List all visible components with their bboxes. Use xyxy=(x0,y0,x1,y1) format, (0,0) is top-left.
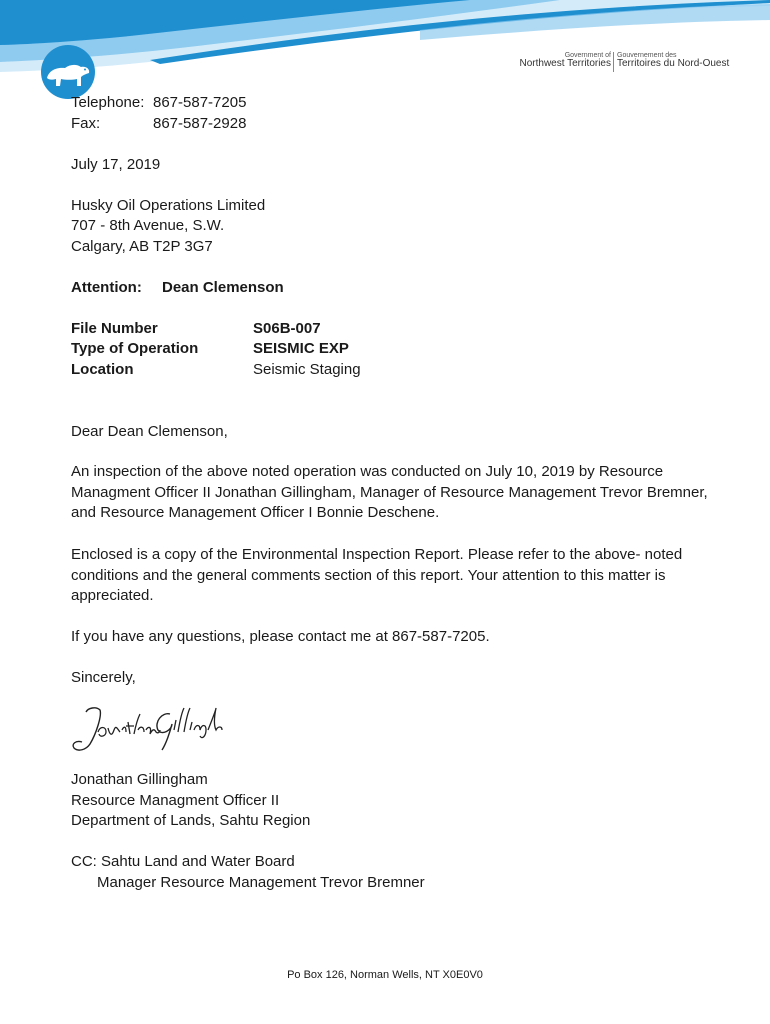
footer-address: Po Box 126, Norman Wells, NT X0E0V0 xyxy=(287,969,483,981)
attention-label: Attention: xyxy=(71,279,142,296)
fax-value: 867-587-2928 xyxy=(153,115,247,132)
body-paragraph-3: If you have any questions, please contact me at 867-587-7205. xyxy=(71,628,490,645)
recipient-company: Husky Oil Operations Limited xyxy=(71,197,266,214)
location-label: Location xyxy=(71,361,134,378)
fax-label: Fax: xyxy=(71,115,101,132)
salutation: Dear Dean Clemenson, xyxy=(71,423,228,440)
government-name-en: Government of Northwest Territories xyxy=(519,52,611,70)
location-value: Seismic Staging xyxy=(253,361,361,378)
file-number-label: File Number xyxy=(71,320,158,337)
handwritten-signature xyxy=(66,700,226,760)
file-number-value: S06B-007 xyxy=(253,320,321,337)
body-paragraph-2: Enclosed is a copy of the Environmental Inspection Report. Please refer to the above- noted conditions and the general comments section of this report. Your attention to this matter is appreciated. xyxy=(71,546,683,604)
telephone-label: Telephone: xyxy=(71,94,145,111)
telephone-value: 867-587-7205 xyxy=(153,94,247,111)
closing: Sincerely, xyxy=(71,669,136,686)
letter-date: July 17, 2019 xyxy=(71,156,161,173)
polar-bear-logo xyxy=(37,42,99,100)
recipient-address-line2: Calgary, AB T2P 3G7 xyxy=(71,238,213,255)
attention-name: Dean Clemenson xyxy=(162,279,284,296)
operation-type-value: SEISMIC EXP xyxy=(253,340,349,357)
cc-line-1: CC: Sahtu Land and Water Board xyxy=(71,853,295,870)
government-name-fr: Gouvernement des Territoires du Nord-Ouest xyxy=(617,52,730,70)
header-banner xyxy=(0,0,770,95)
body-paragraph-1: An inspection of the above noted operation was conducted on July 10, 2019 by Resource Managment Officer II Jonathan Gillingham, Manager of Resource Management Trevor Bremner, and Resource Management Officer I Bonnie Deschene. xyxy=(71,463,708,521)
header-divider xyxy=(613,52,614,72)
signer-name: Jonathan Gillingham xyxy=(71,771,208,788)
signer-title: Resource Managment Officer II xyxy=(71,792,280,809)
cc-line-2: Manager Resource Management Trevor Bremner xyxy=(97,874,425,891)
signer-department: Department of Lands, Sahtu Region xyxy=(71,812,311,829)
recipient-address-line1: 707 - 8th Avenue, S.W. xyxy=(71,217,225,234)
operation-type-label: Type of Operation xyxy=(71,340,199,357)
